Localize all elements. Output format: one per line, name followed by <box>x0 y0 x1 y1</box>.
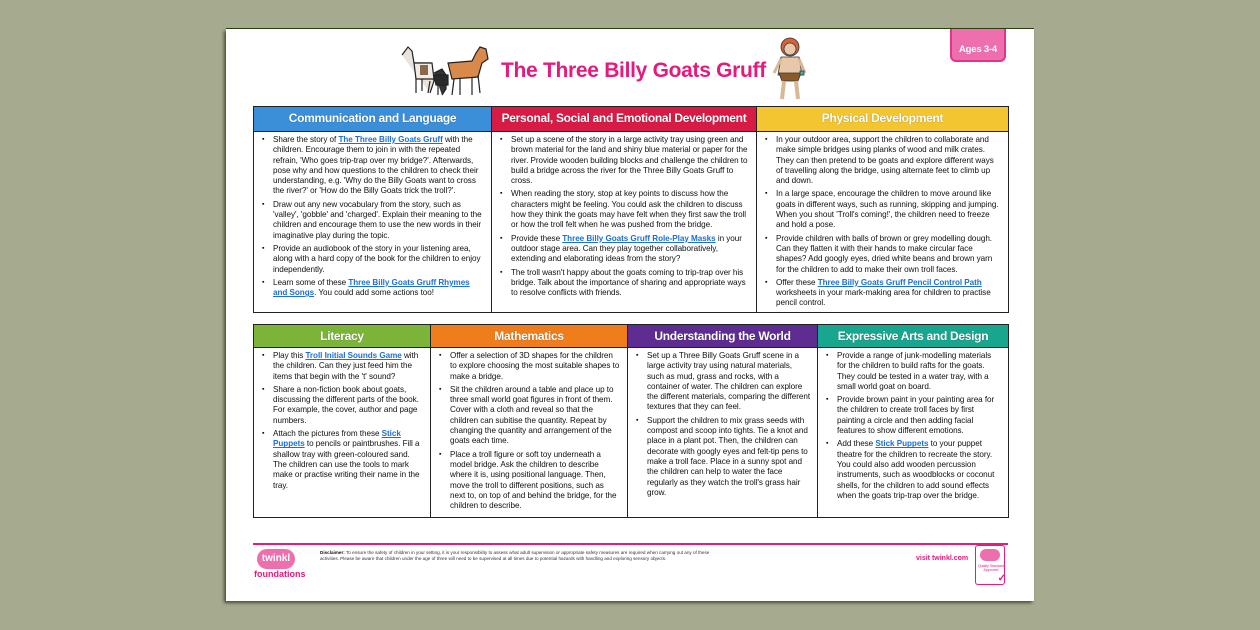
section-communication-language <box>254 107 492 312</box>
link-rhymes-and-songs[interactable]: Three Billy Goats Gruff Rhymes and Songs <box>273 277 470 298</box>
troll-illustration-icon <box>772 37 808 103</box>
bullet-list <box>818 348 1008 504</box>
badge-cloud-icon <box>980 549 1000 561</box>
section-understanding-world <box>628 325 818 517</box>
activity-sheet-page <box>226 29 1034 601</box>
logo-subtitle: foundations <box>254 569 306 579</box>
section-literacy <box>254 325 431 517</box>
list-item: ▪ The troll wasn't happy about the goats coming to trip-trap over his bridge. Talk about the importance of sharing and appropriate ways to resolve conflicts with friends. <box>498 268 750 299</box>
list-item: ▪ Place a troll figure or soft toy underneath a model bridge. Ask the children to describe where it is, using positional language. Then, move the troll to different positions, such as next to, on top of and behind the bridge, for the children to describe. <box>437 450 621 512</box>
age-badge: Ages 3-4 <box>950 29 1006 62</box>
bullet-list <box>757 132 1008 312</box>
link-pencil-control-path[interactable]: Three Billy Goats Gruff Pencil Control Path <box>817 277 982 287</box>
section-physical-development <box>757 107 1008 312</box>
disclaimer-text: Disclaimer: To ensure the safety of children in your setting, it is your responsibility to assess what adult supervision or appropriate safety measures are required when carrying out any of these activities. Please be aware that children under the age of three will need to be supervised at all times due to potential hazards with handling and exploring sensory objects. <box>320 550 710 561</box>
visit-twinkl-link[interactable]: visit twinkl.com <box>916 555 969 562</box>
section-personal-social-emotional <box>492 107 757 312</box>
list-item: ▪ Set up a Three Billy Goats Gruff scene in a large activity tray using natural materials, such as mud, grass and rocks, with a container of water. The children can explore the different materials, comparing the different textures that they can feel. <box>634 351 811 413</box>
bullet-list <box>431 348 627 514</box>
section-heading: Communication and Language <box>254 107 491 132</box>
list-item: ▪ When reading the story, stop at key points to discuss how the characters might be feeling. You could ask the children to discuss how they think the goats may have felt when they first saw the troll or how the troll felt when he was pushed from the bridge. <box>498 189 750 230</box>
link-role-play-masks[interactable]: Three Billy Goats Gruff Role-Play Masks <box>562 233 716 243</box>
link-stick-puppets[interactable]: Stick Puppets <box>875 439 929 449</box>
link-three-billy-goats-gruff[interactable]: The Three Billy Goats Gruff <box>338 135 443 144</box>
list-item: ▪ Support the children to mix grass seeds with compost and scoop into tights. Tie a knot and place in a plant pot. Then, the children can decorate with googly eyes and felt-tip pens to make a troll face. Place in a sunny spot and the children can help to water the face regularly as they watch the troll's grass hair grow. <box>634 416 811 498</box>
link-stick-puppets[interactable]: Stick Puppets <box>273 429 401 449</box>
checkmark-icon: ✓ <box>997 573 1006 584</box>
list-item: ▪ Offer a selection of 3D shapes for the children to explore choosing the most suitable shapes to make a bridge. <box>437 351 621 382</box>
list-item: ▪ Attach the pictures from these Stick Puppets to pencils or paintbrushes. Fill a shallow tray with green-coloured sand. The children can use the tools to mark make or practise writing their name in the tray. <box>260 429 424 491</box>
list-item: ▪ Share a non-fiction book about goats, discussing the different parts of the book. For example, the cover, author and page numbers. <box>260 385 424 426</box>
list-item: ▪ Provide these Three Billy Goats Gruff Role-Play Masks in your outdoor stage area. Can they play together collaboratively, extending and elaborating ideas from the story? <box>498 234 750 265</box>
link-troll-initial-sounds-game[interactable]: Troll Initial Sounds Game <box>305 351 402 360</box>
bullet-list <box>254 132 491 301</box>
section-mathematics <box>431 325 628 517</box>
list-item: ▪ Play this Troll Initial Sounds Game with the children. Can they just feed him the items that begin with the 't' sound? <box>260 351 424 382</box>
list-item: ▪ Draw out any new vocabulary from the story, such as 'valley', 'gobble' and 'charged'. Explain their meaning to the children and encourage them to use the new words in their imaginative play during the topic. <box>260 200 485 241</box>
list-item: ▪ In a large space, encourage the children to move around like goats in different ways, such as running, skipping and jumping. When you shout 'Troll's coming!', the children need to freeze and hold a pose. <box>763 189 1002 230</box>
list-item: ▪ In your outdoor area, support the children to collaborate and make simple bridges using planks of wood and milk crates. They can then pretend to be goats and explore different ways of travelling along the bridge, using alternate feet to climb up and down. <box>763 135 1002 186</box>
bullet-list <box>628 348 817 501</box>
footer-divider <box>253 543 1008 545</box>
logo-cloud-icon: twinkl <box>257 549 295 569</box>
bullet-list <box>254 348 430 494</box>
badge-text: Quality Standard Approved <box>977 564 1005 572</box>
section-heading: Mathematics <box>431 325 627 348</box>
list-item: ▪ Set up a scene of the story in a large activity tray using green and brown material for the land and shiny blue material or paper for the river. Provide wooden building blocks and challenge the children to build a bridge across the river for the Three Billy Goats Gruff to cross. <box>498 135 750 186</box>
section-heading: Physical Development <box>757 107 1008 132</box>
areas-row-1 <box>253 106 1009 313</box>
list-item: ▪ Provide brown paint in your painting area for the children to create troll faces by first painting a circle and then adding facial features to show different emotions. <box>824 395 1002 436</box>
quality-standard-badge <box>975 545 1005 585</box>
list-item: ▪ Offer these Three Billy Goats Gruff Pencil Control Path worksheets in your mark-making area for children to practise pencil control. <box>763 278 1002 309</box>
list-item: ▪ Provide children with balls of brown or grey modelling dough. Can they flatten it with their hands to make circular face shapes? Add googly eyes, dried white beans and brown yarn for the children to add to make their own troll faces. <box>763 234 1002 275</box>
list-item: ▪ Share the story of The Three Billy Goats Gruff with the children. Encourage them to join in with the repeated refrain, 'Who goes trip-trap over my bridge?'. Afterwards, pose why and how questions to the children to check their understanding, e.g. 'Why do the Billy Goats want to cross the river?' or 'How do the Billy Goats trick the troll?'. <box>260 135 485 197</box>
list-item: ▪ Learn some of these Three Billy Goats Gruff Rhymes and Songs. You could add some actions too! <box>260 278 485 299</box>
page-title: The Three Billy Goats Gruff <box>501 59 766 82</box>
areas-row-2 <box>253 324 1009 518</box>
bullet-list <box>492 132 756 301</box>
twinkl-foundations-logo[interactable] <box>254 549 306 583</box>
list-item: ▪ Add these Stick Puppets to your puppet theatre for the children to recreate the story. You could also add wooden percussion instruments, such as woodblocks or coconut shells, for the children to add sound effects when the goats trip-trap over the bridge. <box>824 439 1002 501</box>
list-item: ▪ Provide a range of junk-modelling materials for the children to build rafts for the goats. They could be tested in a water tray, with a small world goat on board. <box>824 351 1002 392</box>
goats-illustration-icon <box>394 41 494 99</box>
section-heading: Personal, Social and Emotional Development <box>492 107 756 132</box>
section-heading: Literacy <box>254 325 430 348</box>
list-item: ▪ Sit the children around a table and place up to three small world goat figures in front of them. Cover with a cloth and reveal so that the children can subitise the quantity. Repeat by changing the quantity and arrangement of the goats each time. <box>437 385 621 447</box>
list-item: ▪ Provide an audiobook of the story in your listening area, along with a hard copy of the book for the children to enjoy independently. <box>260 244 485 275</box>
section-heading: Expressive Arts and Design <box>818 325 1008 348</box>
section-heading: Understanding the World <box>628 325 817 348</box>
section-expressive-arts-design <box>818 325 1008 517</box>
